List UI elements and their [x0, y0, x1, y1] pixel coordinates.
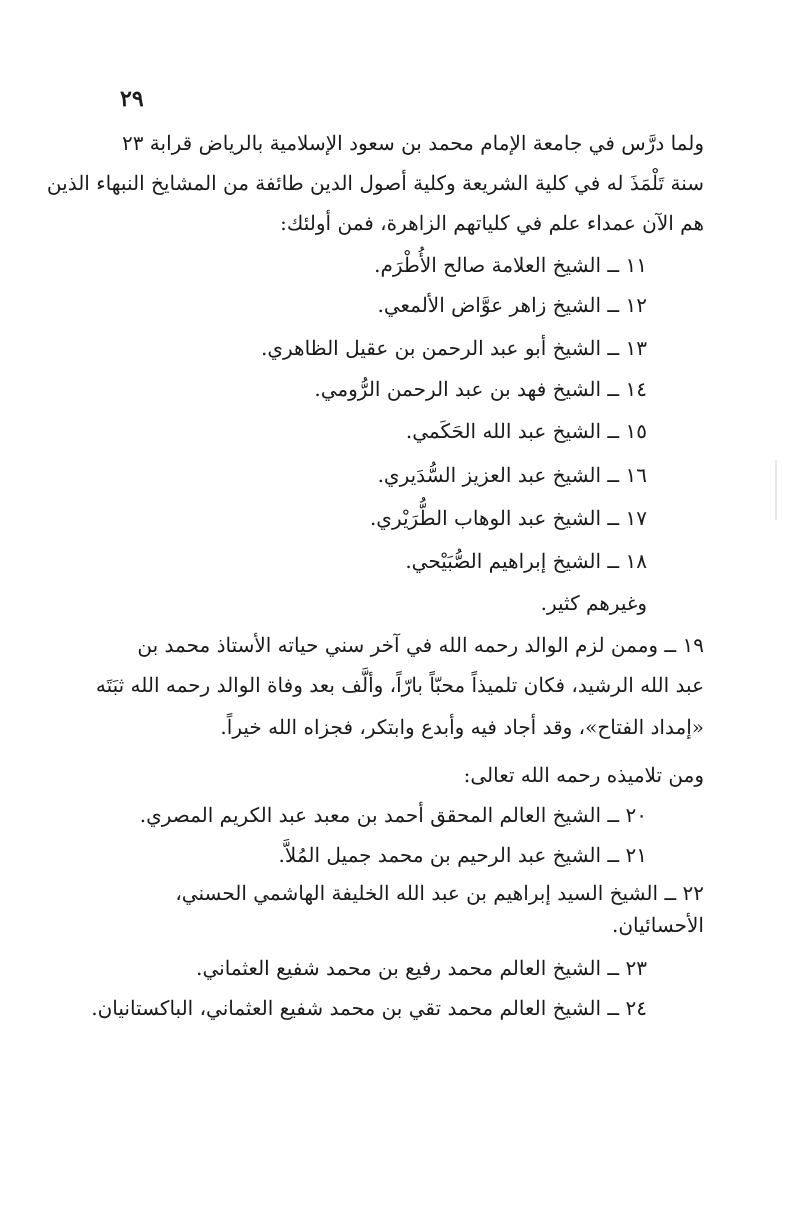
paragraph-2-line-1: ١٩ ــ وممن لزم الوالد رحمه الله في آخر سني حياته الأستاذ محمد بن: [137, 633, 704, 657]
paragraph-2-line-3: «إمداد الفتاح»، وقد أجاد فيه وأبدع وابتكر، فجزاه الله خيراً.: [220, 715, 704, 739]
scan-edge-mark: [775, 460, 777, 520]
list-item-11: ١١ ــ الشيخ العلامة صالح الأُطْرَم.: [374, 253, 647, 277]
page-number: ٢٩: [120, 86, 144, 112]
list-item-20: ٢٠ ــ الشيخ العالم المحقق أحمد بن معبد عبد الكريم المصري.: [139, 803, 647, 827]
list-item-12: ١٢ ــ الشيخ زاهر عوَّاض الألمعي.: [377, 293, 647, 317]
paragraph-1-line-2: سنة تَلْمَذَ له في كلية الشريعة وكلية أصول الدين طائفة من المشايخ النبهاء الذين: [46, 171, 704, 195]
paragraph-1-line-1: ولما درَّس في جامعة الإمام محمد بن سعود الإسلامية بالرياض قرابة ٢٣: [121, 131, 704, 155]
students-intro: ومن تلاميذه رحمه الله تعالى:: [463, 763, 704, 787]
list-item-22-continuation: الأحسائيان.: [611, 913, 704, 937]
list-item-22: ٢٢ ــ الشيخ السيد إبراهيم بن عبد الله الخليفة الهاشمي الحسني،: [175, 881, 704, 905]
list-item-15: ١٥ ــ الشيخ عبد الله الحَكَمي.: [405, 419, 647, 443]
list-item-23: ٢٣ ــ الشيخ العالم محمد رفيع بن محمد شفيع العثماني.: [196, 956, 647, 980]
list-item-16: ١٦ ــ الشيخ عبد العزيز السُّدَيري.: [377, 463, 647, 487]
others-line: وغيرهم كثير.: [540, 591, 647, 615]
list-item-17: ١٧ ــ الشيخ عبد الوهاب الطُّرَيْري.: [369, 506, 647, 530]
paragraph-1-line-3: هم الآن عمداء علم في كلياتهم الزاهرة، فمن أولئك:: [280, 211, 704, 235]
list-item-14: ١٤ ــ الشيخ فهد بن عبد الرحمن الرُّومي.: [314, 377, 647, 401]
paragraph-2-line-2: عبد الله الرشيد، فكان تلميذاً محبّاً بارّاً، وألَّف بعد وفاة الوالد رحمه الله ثبَتَه: [95, 673, 704, 697]
list-item-24: ٢٤ ــ الشيخ العالم محمد تقي بن محمد شفيع العثماني، الباكستانيان.: [91, 996, 647, 1020]
list-item-18: ١٨ ــ الشيخ إبراهيم الصُّبَيْحي.: [405, 549, 647, 573]
list-item-13: ١٣ ــ الشيخ أبو عبد الرحمن بن عقيل الظاهري.: [260, 336, 647, 360]
list-item-21: ٢١ ــ الشيخ عبد الرحيم بن محمد جميل المُلاَّ.: [278, 843, 647, 867]
